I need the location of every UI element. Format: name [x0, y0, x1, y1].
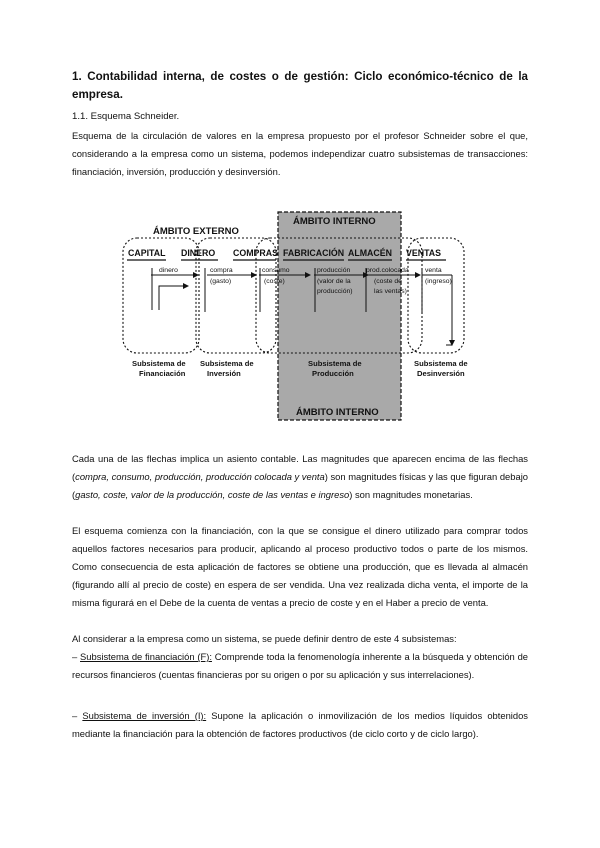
item-financiacion	[72, 648, 528, 684]
item-i-label: Subsistema de inversión (I):	[82, 710, 207, 721]
subsystem-produccion-1: Subsistema de	[308, 359, 362, 368]
paragraph-esquema: El esquema comienza con la financiación, con la que se consigue el dinero utilizado para comprar todos aquellos factores necesarios para producir, aplicando al proceso productivo todos o parte de los mismos. Como consecuencia de esta aplicación de factores se obtiene una producción, que es llevada al almacén (figurando allí al precio de coste) en espera de ser vendida. Una vez realizada dicha venta, el importe de la misma figurará en el Debe de la cuenta de ventas a precio de coste y en el Haber a precio de venta.	[72, 525, 528, 608]
header-almacen: ALMACÉN	[348, 248, 392, 258]
label-ingreso: (ingreso)	[425, 278, 452, 285]
ambito-interno-top-label: ÁMBITO INTERNO	[293, 216, 376, 227]
paragraph-subsistemas: Al considerar a la empresa como un sistema, se puede definir dentro de este 4 subsistemas:	[72, 633, 457, 644]
ambito-interno-bottom-label: ÁMBITO INTERNO	[296, 407, 379, 418]
subsystem-desinversion-1: Subsistema de	[414, 359, 468, 368]
p1-part-c: ) son magnitudes monetarias.	[349, 489, 473, 500]
label-produccion-1: producción	[317, 267, 351, 274]
header-fabricacion: FABRICACIÓN	[283, 248, 345, 258]
header-compras: COMPRAS	[233, 248, 278, 258]
label-produccion-3: producción)	[317, 288, 353, 295]
label-consumo: consumo	[262, 267, 290, 274]
subsection-title: 1.1. Esquema Schneider.	[72, 111, 180, 122]
label-dinero: dinero	[159, 267, 178, 274]
header-dinero: DINERO	[181, 248, 216, 258]
item-i-dash: –	[72, 710, 83, 721]
subsystem-inversion-1: Subsistema de	[200, 359, 254, 368]
ambito-interno-area	[278, 212, 401, 420]
subsystem-desinversion-2: Desinversión	[417, 369, 465, 378]
header-capital: CAPITAL	[128, 248, 166, 258]
p1-part-a: Cada una de las flechas implica un asiento contable. Las magnitudes que aparecen encima de las flechas (	[72, 453, 528, 482]
ambito-externo-label: ÁMBITO EXTERNO	[153, 226, 239, 237]
label-gasto: (gasto)	[210, 278, 232, 285]
item-f-dash: –	[72, 651, 81, 662]
section-title: 1. Contabilidad interna, de costes o de gestión: Ciclo económico-técnico de la empresa.	[72, 70, 528, 101]
label-coste: (coste)	[264, 278, 285, 285]
label-produccion-2: (valor de la	[317, 278, 351, 285]
item-i-text: Supone la aplicación o inmovilización de los medios líquidos obtenidos mediante la financiación para la obtención de factores productivos (de ciclo corto y de ciclo largo).	[72, 710, 528, 739]
schneider-diagram	[0, 205, 600, 425]
item-f-text: Comprende toda la fenomenología inherente a la búsqueda y obtención de recursos financieros (cuentas financieras por su origen o por su aplicación y sus interrelaciones).	[72, 651, 528, 680]
intro-paragraph: Esquema de la circulación de valores en la empresa propuesto por el profesor Schneider sobre el que, considerando a la empresa como un sistema, podemos independizar cuatro subsistemas de transacciones: financiación, inversión, producción y desinversión.	[72, 130, 528, 177]
item-f-label: Subsistema de financiación (F):	[80, 651, 212, 662]
subsystem-financiacion-1: Subsistema de	[132, 359, 186, 368]
label-prod-colocada-1: prod.colocada	[366, 267, 409, 274]
label-compra: compra	[210, 267, 233, 274]
paragraph-flechas	[72, 450, 528, 504]
p1-part-b: ) son magnitudes físicas y las que figuran debajo (	[72, 471, 528, 500]
p1-italic-fisicas: compra, consumo, producción, producción colocada y venta	[75, 471, 325, 482]
item-inversion	[72, 707, 528, 743]
label-prod-colocada-3: las ventas)	[374, 288, 407, 295]
label-venta: venta	[425, 267, 442, 274]
header-ventas: VENTAS	[406, 248, 442, 258]
subsystem-financiacion-2: Financiación	[139, 369, 186, 378]
label-prod-colocada-2: (coste de	[374, 278, 402, 285]
subsystem-inversion-2: Inversión	[207, 369, 241, 378]
subsystem-produccion-2: Producción	[312, 369, 354, 378]
p1-italic-monetarias: gasto, coste, valor de la producción, coste de las ventas e ingreso	[75, 489, 350, 500]
